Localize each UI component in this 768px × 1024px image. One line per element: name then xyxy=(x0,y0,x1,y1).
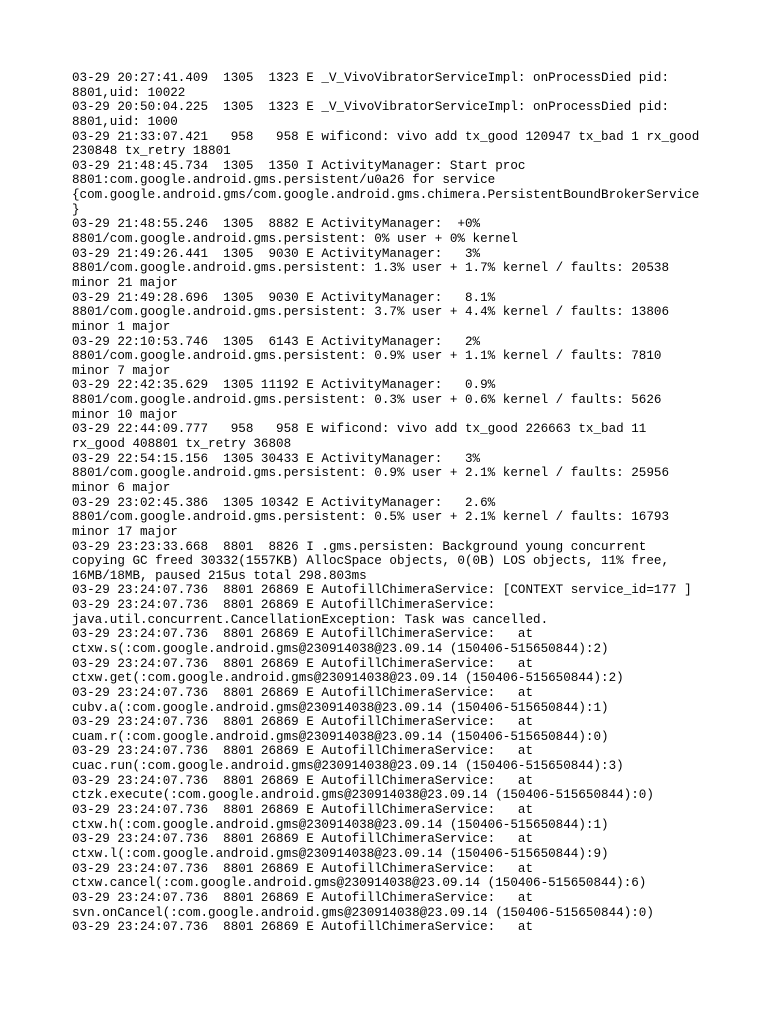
log-line: 03-29 21:49:26.441 1305 9030 E ActivityManager: 3% xyxy=(72,246,481,261)
log-line: ctxw.h(:com.google.android.gms@230914038@23.09.14 (150406-515650844):1) xyxy=(72,817,609,832)
log-line: 8801/com.google.android.gms.persistent: 1.3% user + 1.7% kernel / faults: 20538 xyxy=(72,261,670,276)
log-line: 03-29 23:24:07.736 8801 26869 E AutofillChimeraService: at xyxy=(72,773,534,788)
log-line: cubv.a(:com.google.android.gms@230914038@23.09.14 (150406-515650844):1) xyxy=(72,700,609,715)
log-line: 16MB/18MB, paused 215us total 298.803ms xyxy=(72,568,367,583)
log-line: java.util.concurrent.CancellationException: Task was cancelled. xyxy=(72,612,549,627)
log-line: 8801,uid: 10022 xyxy=(72,85,186,100)
log-line: 8801,uid: 1000 xyxy=(72,114,178,129)
log-line: minor 21 major xyxy=(72,275,178,290)
log-line: ctxw.get(:com.google.android.gms@230914038@23.09.14 (150406-515650844):2) xyxy=(72,671,624,686)
log-line: 03-29 23:24:07.736 8801 26869 E AutofillChimeraService: xyxy=(72,598,496,613)
log-line: 8801/com.google.android.gms.persistent: 3.7% user + 4.4% kernel / faults: 13806 xyxy=(72,305,670,320)
log-line: minor 7 major xyxy=(72,363,171,378)
log-line: 03-29 22:54:15.156 1305 30433 E ActivityManager: 3% xyxy=(72,451,481,466)
log-line: 8801/com.google.android.gms.persistent: 0% user + 0% kernel xyxy=(72,232,518,247)
log-line: 8801/com.google.android.gms.persistent: 0.3% user + 0.6% kernel / faults: 5626 xyxy=(72,393,662,408)
log-line: svn.onCancel(:com.google.android.gms@230914038@23.09.14 (150406-515650844):0) xyxy=(72,905,654,920)
log-line: 03-29 23:24:07.736 8801 26869 E AutofillChimeraService: at xyxy=(72,744,534,759)
log-line: 03-29 23:24:07.736 8801 26869 E AutofillChimeraService: at xyxy=(72,832,534,847)
log-line: 03-29 23:24:07.736 8801 26869 E AutofillChimeraService: at xyxy=(72,890,534,905)
log-line: copying GC freed 30332(1557KB) AllocSpace objects, 0(0B) LOS objects, 11% free, xyxy=(72,554,670,569)
log-line: minor 17 major xyxy=(72,524,178,539)
log-text-block xyxy=(72,71,712,935)
log-line: 03-29 23:24:07.736 8801 26869 E AutofillChimeraService: at xyxy=(72,656,534,671)
log-line: 8801:com.google.android.gms.persistent/u0a26 for service xyxy=(72,173,496,188)
log-line: ctxw.l(:com.google.android.gms@230914038@23.09.14 (150406-515650844):9) xyxy=(72,846,609,861)
log-line: 03-29 21:48:55.246 1305 8882 E ActivityManager: +0% xyxy=(72,217,481,232)
log-line: 03-29 23:24:07.736 8801 26869 E AutofillChimeraService: [CONTEXT service_id=177 ] xyxy=(72,583,692,598)
log-line: ctxw.s(:com.google.android.gms@230914038@23.09.14 (150406-515650844):2) xyxy=(72,641,609,656)
log-line: cuam.r(:com.google.android.gms@230914038@23.09.14 (150406-515650844):0) xyxy=(72,729,609,744)
log-line: 03-29 22:42:35.629 1305 11192 E ActivityManager: 0.9% xyxy=(72,378,496,393)
log-line: 03-29 23:24:07.736 8801 26869 E AutofillChimeraService: at xyxy=(72,715,534,730)
log-line: 03-29 23:02:45.386 1305 10342 E ActivityManager: 2.6% xyxy=(72,495,496,510)
log-line: ctzk.execute(:com.google.android.gms@230914038@23.09.14 (150406-515650844):0) xyxy=(72,788,654,803)
log-line: } xyxy=(72,202,80,217)
log-line: 03-29 20:27:41.409 1305 1323 E _V_VivoVibratorServiceImpl: onProcessDied pid: xyxy=(72,71,670,85)
log-line: minor 10 major xyxy=(72,407,178,422)
log-line: 03-29 20:50:04.225 1305 1323 E _V_VivoVibratorServiceImpl: onProcessDied pid: xyxy=(72,100,670,115)
log-line: 03-29 23:23:33.668 8801 8826 I .gms.persisten: Background young concurrent xyxy=(72,539,647,554)
log-line: 230848 tx_retry 18801 xyxy=(72,144,231,159)
log-line: 03-29 21:48:45.734 1305 1350 I ActivityManager: Start proc xyxy=(72,158,526,173)
log-line: 03-29 22:44:09.777 958 958 E wificond: vivo add tx_good 226663 tx_bad 11 xyxy=(72,422,647,437)
log-line: 03-29 23:24:07.736 8801 26869 E AutofillChimeraService: at xyxy=(72,627,534,642)
log-line: 03-29 21:49:28.696 1305 9030 E ActivityManager: 8.1% xyxy=(72,290,496,305)
log-line: 03-29 23:24:07.736 8801 26869 E AutofillChimeraService: at xyxy=(72,920,534,935)
log-line: ctxw.cancel(:com.google.android.gms@230914038@23.09.14 (150406-515650844):6) xyxy=(72,876,647,891)
log-line: 03-29 23:24:07.736 8801 26869 E AutofillChimeraService: at xyxy=(72,861,534,876)
log-line: 8801/com.google.android.gms.persistent: 0.5% user + 2.1% kernel / faults: 16793 xyxy=(72,510,670,525)
log-line: 03-29 21:33:07.421 958 958 E wificond: vivo add tx_good 120947 tx_bad 1 rx_good xyxy=(72,129,700,144)
log-line: 03-29 23:24:07.736 8801 26869 E AutofillChimeraService: at xyxy=(72,685,534,700)
log-line: 8801/com.google.android.gms.persistent: 0.9% user + 2.1% kernel / faults: 25956 xyxy=(72,466,670,481)
log-line: minor 6 major xyxy=(72,480,171,495)
log-line: minor 1 major xyxy=(72,319,171,334)
log-line: rx_good 408801 tx_retry 36808 xyxy=(72,437,292,452)
log-line: {com.google.android.gms/com.google.android.gms.chimera.PersistentBoundBrokerService xyxy=(72,188,700,203)
log-line: 03-29 22:10:53.746 1305 6143 E ActivityManager: 2% xyxy=(72,334,481,349)
log-line: 8801/com.google.android.gms.persistent: 0.9% user + 1.1% kernel / faults: 7810 xyxy=(72,349,662,364)
log-line: cuac.run(:com.google.android.gms@230914038@23.09.14 (150406-515650844):3) xyxy=(72,759,624,774)
log-line: 03-29 23:24:07.736 8801 26869 E AutofillChimeraService: at xyxy=(72,803,534,818)
